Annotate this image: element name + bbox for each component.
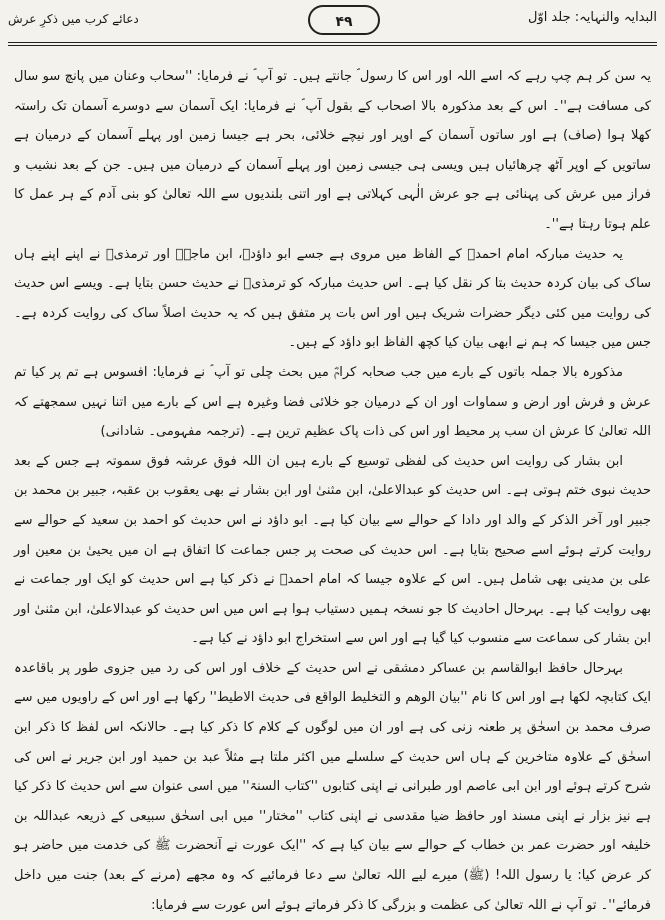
paragraph: یہ حدیث مبارکہ امام احمدؒ کے الفاظ میں مروی ہے جسے ابو داؤدؒ، ابن ماجہؒ اور ترمذیؒ نے اپنے اپنے ہاں ساک کی بیان کردہ حدیث بتا کر نقل کیا ہے۔ اس حدیث مبارکہ کو ترمذیؒ نے حدیث حسن بتایا ہے۔ ویسے اس حدیث کی روایت میں کئی دیگر حضرات شریک ہیں اور اس بات پر متفق ہیں کہ یہ حدیث اصلاً ساک کی روایت کردہ ہے۔ جس میں جیسا کہ ہم نے ابھی بیان کیا کچھ الفاظ ابو داؤد کے ہیں۔ — [14, 246, 651, 351]
paragraph: یہ سن کر ہم چپ رہے کہ اسے اللہ اور اس کا رسول ؐ جانتے ہیں۔ تو آپ ؐ نے فرمایا: ''سحاب وعنان میں پانچ سو سال کی مسافت ہے''۔ اس کے بعد مذکورہ بالا اصحاب کے بقول آپ ؐ نے فرمایا: ایک آسمان سے دوسرے آسمان تک راستہ کھلا ہوا (صاف) ہے اور ساتوں آسمان کے اوپر اور نیچے خلائی، بحر ہے جیسا زمین اور پہلے آسمان کے درمیان ہے ساتویں کے اوپر آٹھ چرھائیاں ہیں ویسی ہی جیسی زمین اور پہلے آسمان کے درمیان میں ہیں۔ جن کے بعد نشیب و فراز میں عرش کی پہنائی ہے جو عرش الٰہی کہلاتی ہے اور اتنی بلندیوں سے اللہ تعالیٰ کو بنی آدم کے ہر عمل کا علم ہوتا رہتا ہے''۔ — [14, 69, 651, 232]
book-title: البدایہ والنہایہ: جلد اوّل — [527, 10, 657, 25]
page-body — [14, 62, 651, 913]
paragraph: مذکورہ بالا جملہ باتوں کے بارے میں جب صحابہ کرامؓ میں بحث چلی تو آپ ؐ نے فرمایا: افسوس ہے تم پر کیا تم عرش و فرش اور ارض و سماوات اور ان کے درمیان جو خلائی فضا وغیرہ ہے اس کے بارے میں اتنا نہیں سمجھتے کہ اللہ تعالیٰ کا عرش ان سب پر محیط اور اس کی ذات پاک عظیم ترین ہے۔ (ترجمہ مفہومی۔ شادانی) — [14, 364, 651, 440]
page-number: ۴۹ — [308, 5, 380, 35]
paragraph: ابن بشار کی روایت اس حدیث کی لفظی توسیع کے بارے ہیں ان اللہ فوق عرشہ فوق سموتہ ہے جس کے بعد حدیث نبوی ختم ہوتی ہے۔ اس حدیث کو عبدالاعلیٰ، ابن مثنیٰ اور ابن بشار نے بھی یعقوب بن عقبہ، جبیر بن محمد بن جبیر اور آخر الذکر کے والد اور دادا کے حوالے سے بیان کیا ہے۔ ابو داؤد نے اس حدیث کو احمد بن سعید کے حوالے سے روایت کرتے ہوئے اسے صحیح بتایا ہے۔ اس حدیث کی صحت پر جس جماعت کا اتفاق ہے ان میں یحییٰ بن معین اور علی بن مدینی بھی شامل ہیں۔ اس کے علاوہ جیسا کہ امام احمدؒ نے ذکر کیا ہے اس حدیث کو ایک اور جماعت نے بھی روایت کیا ہے۔ بہرحال احادیث کا جو نسخہ ہمیں دستیاب ہوا ہے اس میں اس حدیث کو عبدالاعلیٰ، ابن مثنیٰ اور ابن بشار کی سماعت سے منسوب کیا گیا ہے اور اس سے استخراج ابو داؤد نے کیا ہے۔ — [14, 453, 651, 647]
page-header — [8, 4, 657, 42]
section-title: دعائے کرب میں ذکرِ عرش — [8, 12, 139, 26]
paragraph: بہرحال حافظ ابوالقاسم بن عساکر دمشقی نے اس حدیث کے خلاف اور اس کی رد میں جزوی طور پر باقاعدہ ایک کتابچہ لکھا ہے اور اس کا نام ''بیان الوھم و التخلیط الواقع فی حدیث الاطیط'' رکھا ہے اور اس کے راویوں میں سے صرف محمد بن اسحٰق پر طعنہ زنی کی ہے اور ان میں لوگوں کے کلام کا ذکر کیا ہے۔ حالانکہ اس لفظ کا ذکر ابن اسحٰق کے علاوہ متاخرین کے ہاں اس حدیث کے سلسلے میں اکثر ملتا ہے مثلاً عبد بن حمید اور ابن جریر نے اس کی شرح کرتے ہوئے اور ابن ابی عاصم اور طبرانی نے اپنی کتابوں ''کتاب السنۃ'' میں اسی عنوان سے اس حدیث کا ذکر کیا ہے نیز بزار نے اپنی مسند اور حافظ ضیا مقدسی نے اپنی کتاب ''مختار'' میں ابی اسحٰق سبیعی کے ذریعہ عبداللہ بن خلیفہ اور حضرت عمر بن خطاب کے حوالے سے بیان کیا ہے کہ ''ایک عورت نے آنحضرت ﷺ کی خدمت میں حاضر ہو کر عرض کیا: یا رسول اللہ! (ﷺ) میرے لیے اللہ تعالیٰ سے دعا فرمائیے کہ وہ مجھے (مرنے کے بعد) جنت میں داخل فرمائے''۔ تو آپ نے اللہ تعالیٰ کی عظمت و بزرگی کا ذکر فرماتے ہوئے اس عورت سے فرمایا: — [14, 660, 651, 913]
header-rule-bottom — [8, 45, 657, 46]
header-rule-top — [8, 42, 657, 43]
